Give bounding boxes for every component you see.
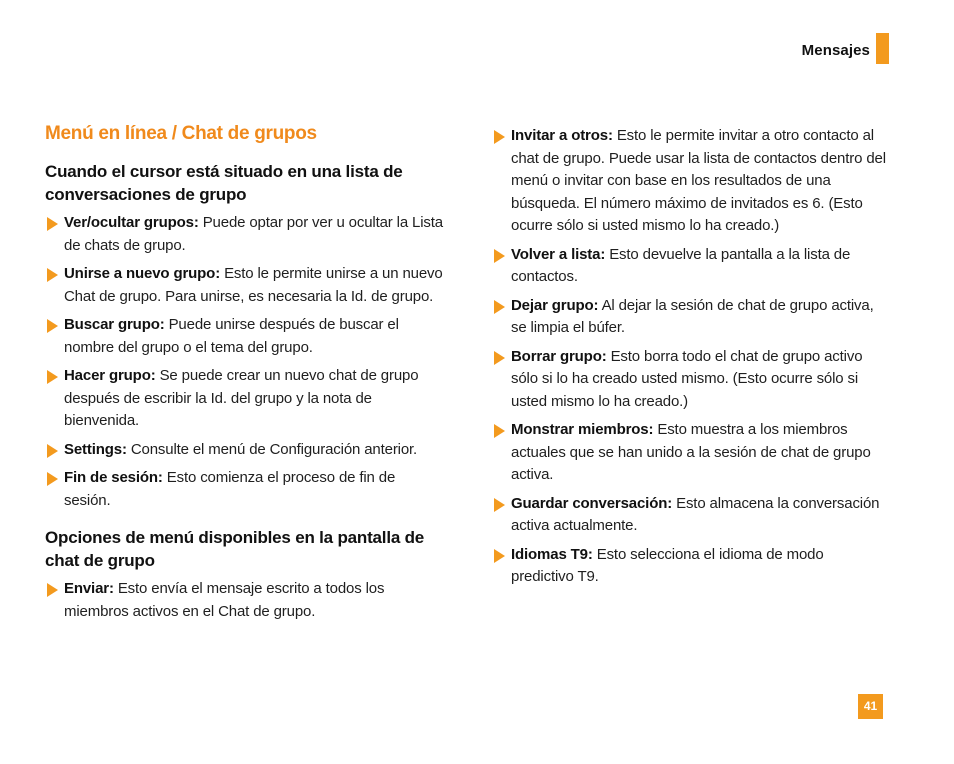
bullet-arrow-icon [47,319,58,333]
option-term: Fin de sesión: [64,469,163,486]
bullet-arrow-icon [494,130,505,144]
bullet-arrow-icon [494,498,505,512]
option-term: Enviar: [64,580,114,597]
option-description: Esto borra todo el chat de grupo activo sólo si lo ha creado usted mismo. (Esto ocurre sólo si usted mismo lo ha creado.) [511,347,863,410]
option-description: Al dejar la sesión de chat de grupo activa, se limpia el búfer. [511,296,874,336]
group-list-options [45,212,445,512]
bullet-arrow-icon [494,549,505,563]
option-term: Ver/ocultar grupos: [64,214,199,231]
bullet-arrow-icon [494,249,505,263]
bullet-arrow-icon [47,268,58,282]
option-term: Volver a lista: [511,245,606,263]
menu-option-item [492,125,887,238]
bullet-arrow-icon [47,472,58,486]
option-term: Guardar conversación: [511,494,673,512]
menu-option-item [492,244,887,289]
option-term: Invitar a otros: [511,127,613,144]
option-description: Puede optar por ver u ocultar la Lista de chats de grupo. [64,214,443,254]
bullet-arrow-icon [47,217,58,231]
bullet-arrow-icon [47,444,58,458]
group-chat-options-left [45,578,445,623]
bullet-arrow-icon [47,583,58,597]
menu-option-item [45,263,445,308]
group-chat-options-right [492,125,887,589]
menu-option-item [492,493,887,538]
option-term: Monstrar miembros: [511,421,654,438]
bullet-arrow-icon [47,370,58,384]
right-column [492,125,887,595]
option-term: Borrar grupo: [511,347,607,365]
option-term: Dejar grupo: [511,296,599,314]
option-term: Hacer grupo: [64,367,156,384]
section-title: Menú en línea / Chat de grupos [45,123,317,144]
menu-option-item [492,346,887,414]
option-description: Esto almacena la conversación activa actualmente. [511,494,880,534]
option-term: Idiomas T9: [511,545,593,563]
option-description: Se puede crear un nuevo chat de grupo después de escribir la Id. del grupo y la nota de bienvenida. [64,367,419,429]
option-description: Esto comienza el proceso de fin de sesión. [64,469,396,509]
menu-option-item [45,365,445,433]
option-description: Puede unirse después de buscar el nombre del grupo o el tema del grupo. [64,316,399,356]
menu-option-item [45,212,445,257]
option-description: Esto le permite unirse a un nuevo Chat de grupo. Para unirse, es necesaria la Id. de grupo. [64,265,443,305]
option-description: Esto selecciona el idioma de modo predictivo T9. [511,545,824,585]
menu-option-item [492,295,887,340]
bullet-arrow-icon [494,424,505,438]
subheading-group-list: Cuando el cursor está situado en una lista de conversaciones de grupo [45,162,403,204]
option-term: Buscar grupo: [64,316,165,333]
menu-option-item [45,467,445,512]
section-header-label: Mensajes [801,42,870,59]
subheading-group-chat-screen: Opciones de menú disponibles en la pantalla de chat de grupo [45,528,425,570]
bullet-arrow-icon [494,351,505,365]
bullet-arrow-icon [494,300,505,314]
option-description: Esto devuelve la pantalla a la lista de contactos. [511,245,851,285]
menu-option-item [45,314,445,359]
option-description: Esto envía el mensaje escrito a todos los miembros activos en el Chat de grupo. [64,580,385,620]
left-column [45,123,445,629]
menu-option-item [492,419,887,487]
option-description: Esto muestra a los miembros actuales que se han unido a la sesión de chat de grupo activa. [511,421,871,483]
option-description: Consulte el menú de Configuración anterior. [126,440,418,458]
section-tab-marker [876,33,889,64]
option-description: Esto le permite invitar a otro contacto al chat de grupo. Puede usar la lista de contactos dentro del menú o invitar con base en los resultados de una búsqueda. El número máximo de invitados es 6. (Esto ocurre sólo si usted mismo lo ha creado.) [511,127,886,234]
option-term: Settings: [64,440,127,458]
menu-option-item [45,578,445,623]
menu-option-item [45,439,445,462]
option-term: Unirse a nuevo grupo: [64,265,221,282]
menu-option-item [492,544,887,589]
page-number: 41 [858,694,883,719]
